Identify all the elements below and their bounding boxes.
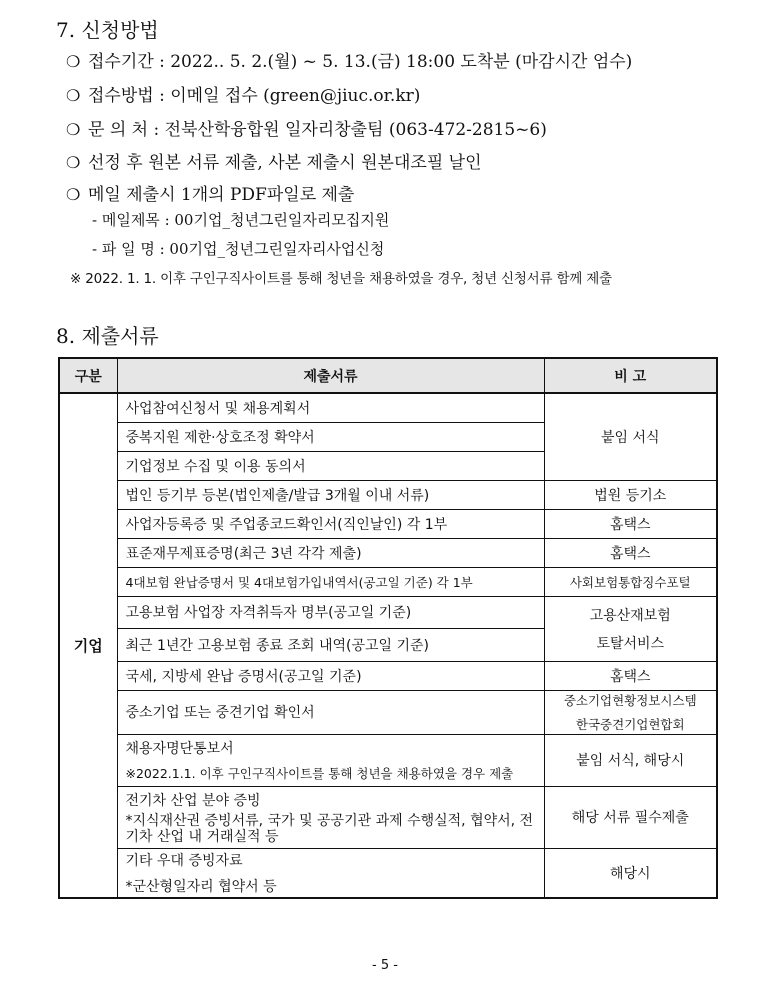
documents-table — [58, 357, 718, 899]
remark-cell: 해당 서류 필수제출 — [544, 786, 717, 848]
circle-bullet-icon: ❍ — [66, 86, 81, 105]
doc-cell: 사업자등록증 및 주업종코드확인서(직인날인) 각 1부 — [117, 509, 544, 538]
doc-cell: 기업정보 수집 및 이용 동의서 — [117, 451, 544, 480]
table-row — [59, 661, 717, 690]
doc-line: 기타 우대 증빙자료 — [125, 852, 243, 869]
list-item-text: 접수방법 : 이메일 접수 (green@jiuc.or.kr) — [88, 86, 421, 106]
doc-line: 전기차 산업 분야 증빙 — [125, 792, 261, 809]
table-row — [59, 567, 717, 596]
list-item — [66, 180, 354, 205]
doc-cell: 중소기업 또는 중견기업 확인서 — [117, 690, 544, 734]
table-row — [59, 393, 717, 422]
doc-line: *군산형일자리 협약서 등 — [125, 878, 277, 895]
table-row — [59, 734, 717, 786]
note-text: ※ 2022. 1. 1. 이후 구인구직사이트를 통해 청년을 채용하였을 경우, 청년 신청서류 함께 제출 — [70, 271, 612, 287]
page-number: - 5 - — [372, 958, 398, 973]
circle-bullet-icon: ❍ — [66, 120, 81, 139]
section-7-title: 7. 신청방법 — [56, 18, 159, 42]
sub-item-mail-title: - 메일제목 : 00기업_청년그린일자리모집지원 — [92, 211, 390, 229]
doc-cell: 국세, 지방세 완납 증명서(공고일 기준) — [117, 661, 544, 690]
remark-line: 고용산재보험 — [589, 607, 671, 624]
list-item-text: 메일 제출시 1개의 PDF파일로 제출 — [88, 185, 355, 205]
doc-cell: 법인 등기부 등본(법인제출/발급 3개월 이내 서류) — [117, 480, 544, 509]
table-header-row — [59, 358, 717, 393]
doc-cell — [117, 734, 544, 786]
circle-bullet-icon: ❍ — [66, 185, 81, 204]
section-8-title: 8. 제출서류 — [56, 324, 159, 348]
doc-line: *지식재산권 증빙서류, 국가 및 공공기관 과제 수행실적, 협약서, 전기차 산업 내 거래실적 등 — [125, 812, 534, 845]
table-row — [59, 848, 717, 898]
table-row — [59, 480, 717, 509]
remark-line: 토탈서비스 — [596, 635, 665, 652]
table-row — [59, 538, 717, 567]
doc-line: ※2022.1.1. 이후 구인구직사이트를 통해 청년을 채용하였을 경우 제출 — [125, 766, 514, 781]
doc-cell: 4대보험 완납증명서 및 4대보험가입내역서(공고일 기준) 각 1부 — [117, 567, 544, 596]
header-remarks: 비 고 — [544, 358, 717, 393]
circle-bullet-icon: ❍ — [66, 52, 81, 71]
doc-cell: 중복지원 제한·상호조정 확약서 — [117, 422, 544, 451]
category-cell: 기업 — [59, 393, 117, 898]
remark-cell: 홈택스 — [544, 509, 717, 538]
remark-line: 한국중견기업현합회 — [575, 717, 685, 732]
remark-cell: 법원 등기소 — [544, 480, 717, 509]
circle-bullet-icon: ❍ — [66, 153, 81, 172]
doc-cell: 사업참여신청서 및 채용계획서 — [117, 393, 544, 422]
remark-cell: 붙임 서식, 해당시 — [544, 734, 717, 786]
remark-cell: 붙임 서식 — [544, 393, 717, 480]
list-item-text: 접수기간 : 2022.. 5. 2.(월) ~ 5. 13.(금) 18:00 도착분 (마감시간 엄수) — [88, 52, 633, 72]
table-row — [59, 596, 717, 628]
table-row — [59, 509, 717, 538]
doc-line: 채용자명단통보서 — [125, 741, 234, 757]
list-item — [66, 47, 632, 72]
remark-cell: 홈택스 — [544, 538, 717, 567]
remark-cell: 홈택스 — [544, 661, 717, 690]
doc-cell — [117, 848, 544, 898]
sub-item-file-name: - 파 일 명 : 00기업_청년그린일자리사업신청 — [92, 240, 385, 258]
list-item-text: 문 의 처 : 전북산학융합원 일자리창출팀 (063-472-2815~6) — [88, 120, 547, 140]
list-item — [66, 148, 482, 173]
table-row — [59, 786, 717, 848]
doc-cell: 표준재무제표증명(최근 3년 각각 제출) — [117, 538, 544, 567]
doc-cell: 최근 1년간 고용보험 종료 조회 내역(공고일 기준) — [117, 628, 544, 661]
remark-cell — [544, 690, 717, 734]
remark-cell — [544, 596, 717, 661]
remark-cell: 해당시 — [544, 848, 717, 898]
list-item — [66, 115, 547, 140]
header-category: 구분 — [59, 358, 117, 393]
remark-cell: 사회보험통합징수포털 — [544, 567, 717, 596]
doc-cell — [117, 786, 544, 848]
list-item — [66, 81, 420, 106]
table-row — [59, 690, 717, 734]
remark-line: 중소기업현황정보시스템 — [563, 693, 697, 708]
list-item-text: 선정 후 원본 서류 제출, 사본 제출시 원본대조필 날인 — [88, 153, 482, 173]
doc-cell: 고용보험 사업장 자격취득자 명부(공고일 기준) — [117, 596, 544, 628]
header-documents: 제출서류 — [117, 358, 544, 393]
